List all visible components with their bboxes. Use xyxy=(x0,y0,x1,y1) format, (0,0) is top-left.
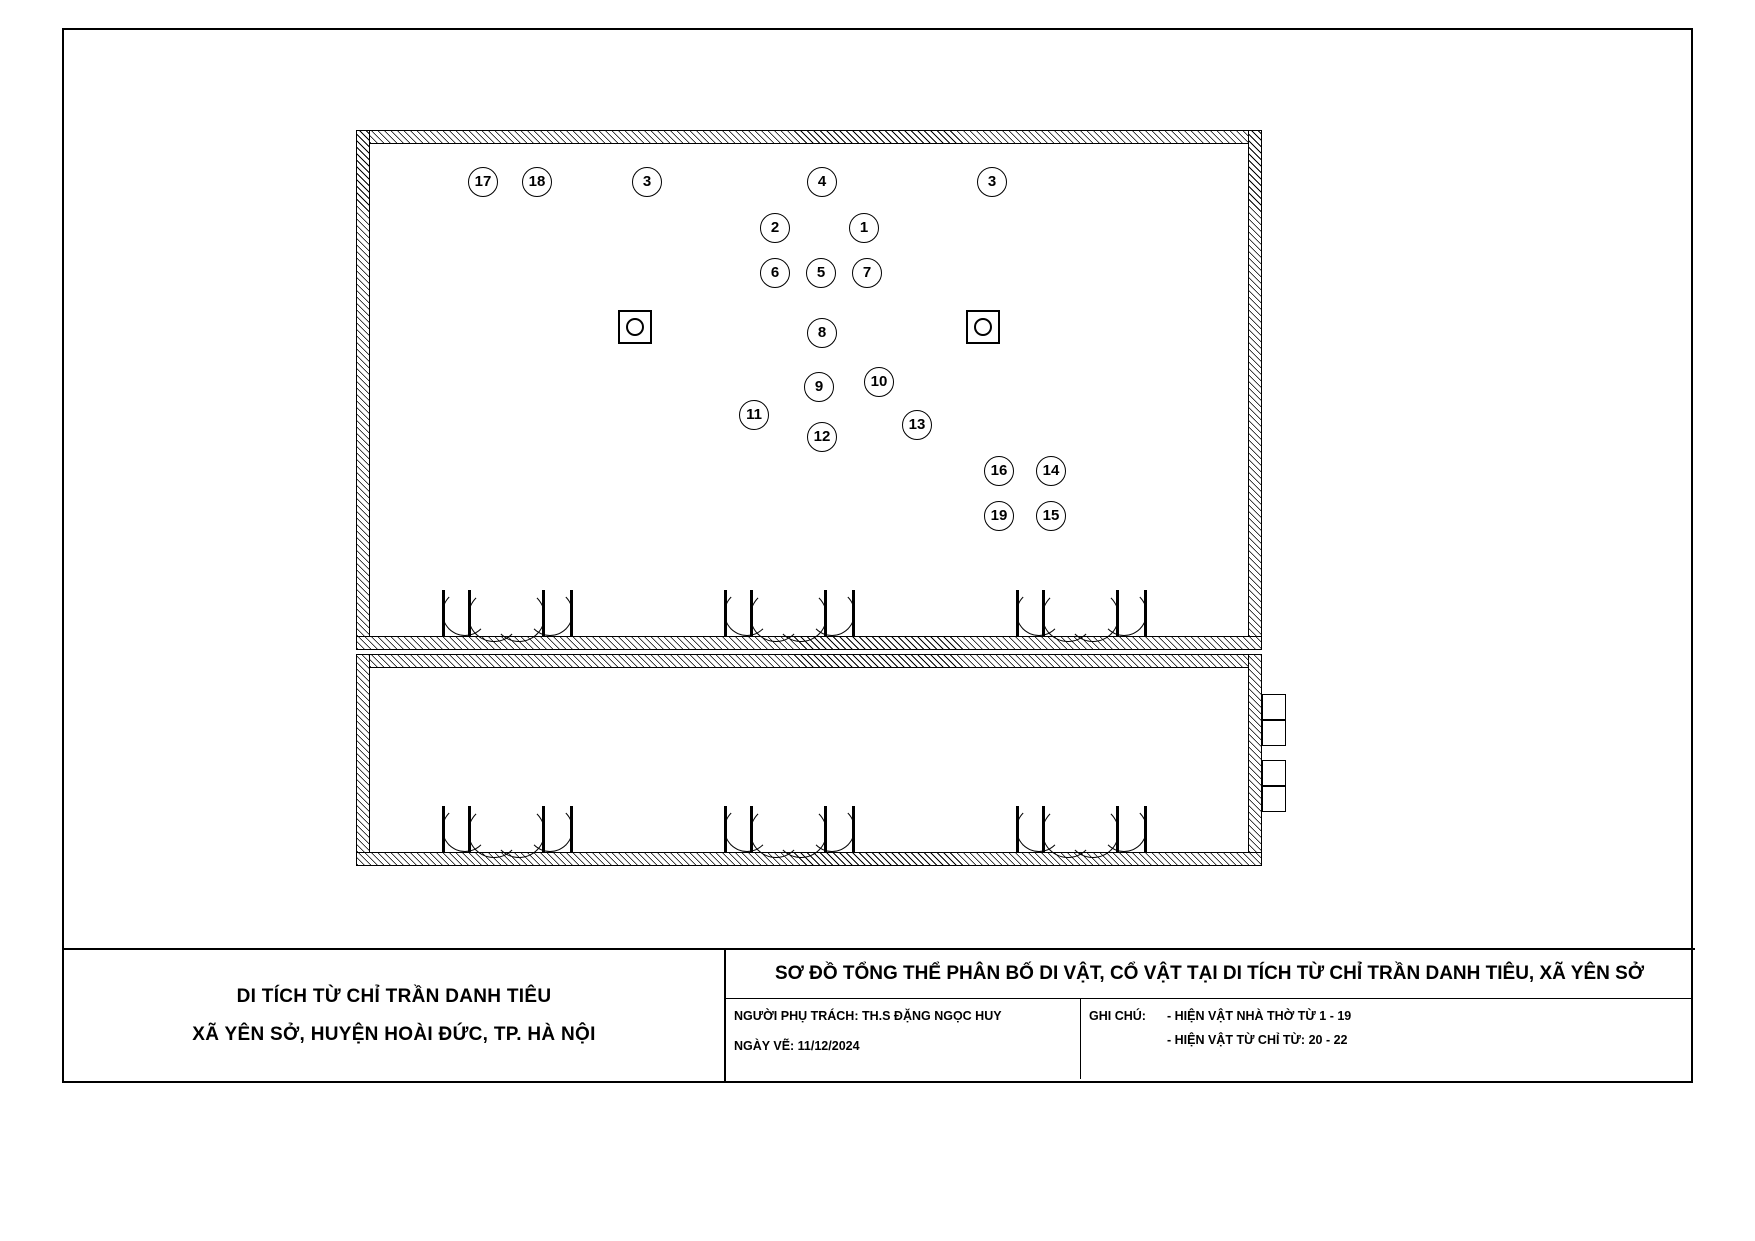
side-door-fin xyxy=(1262,786,1286,812)
artifact-marker-12[interactable]: 12 xyxy=(807,422,837,452)
title-block-responsible xyxy=(726,999,1081,1079)
artifact-marker-17[interactable]: 17 xyxy=(468,167,498,197)
artifact-marker-19[interactable]: 19 xyxy=(984,501,1014,531)
upper-hall-right-wall xyxy=(1248,130,1262,650)
door-swing-arc xyxy=(809,806,855,852)
artifact-marker-16[interactable]: 16 xyxy=(984,456,1014,486)
artifact-marker-3a[interactable]: 3 xyxy=(632,167,662,197)
side-door-fin xyxy=(1262,694,1286,720)
door-swing-arc xyxy=(1101,590,1147,636)
artifact-marker-14[interactable]: 14 xyxy=(1036,456,1066,486)
title-block-main xyxy=(726,950,1693,1081)
site-name-line-1: DI TÍCH TỪ CHỈ TRẦN DANH TIÊU xyxy=(236,985,552,1007)
artifact-marker-2[interactable]: 2 xyxy=(760,213,790,243)
lower-hall-right-wall xyxy=(1248,654,1262,866)
artifact-marker-18[interactable]: 18 xyxy=(522,167,552,197)
upper-hall-left-wall xyxy=(356,130,370,650)
site-name-line-2: XÃ YÊN SỞ, HUYỆN HOÀI ĐỨC, TP. HÀ NỘI xyxy=(192,1023,596,1045)
artifact-marker-9[interactable]: 9 xyxy=(804,372,834,402)
artifact-marker-8[interactable]: 8 xyxy=(807,318,837,348)
door-swing-arc xyxy=(1101,806,1147,852)
door-swing-arc xyxy=(809,590,855,636)
artifact-marker-5[interactable]: 5 xyxy=(806,258,836,288)
lower-hall-top-wall xyxy=(356,654,1262,668)
lower-hall-left-wall xyxy=(356,654,370,866)
side-door-fin xyxy=(1262,760,1286,786)
artifact-marker-4[interactable]: 4 xyxy=(807,167,837,197)
artifact-marker-13[interactable]: 13 xyxy=(902,410,932,440)
artifact-marker-7[interactable]: 7 xyxy=(852,258,882,288)
door-swing-arc xyxy=(527,806,573,852)
note-line-1: - HIỆN VẬT NHÀ THỜ TỪ 1 - 19 xyxy=(1167,1009,1352,1023)
column-symbol-left xyxy=(618,310,652,344)
artifact-marker-1[interactable]: 1 xyxy=(849,213,879,243)
artifact-marker-11[interactable]: 11 xyxy=(739,400,769,430)
side-door-fin xyxy=(1262,720,1286,746)
note-label: GHI CHÚ: xyxy=(1089,1009,1146,1023)
upper-hall-top-wall xyxy=(356,130,1262,144)
artifact-marker-3b[interactable]: 3 xyxy=(977,167,1007,197)
drawing-sheet xyxy=(62,28,1693,1083)
door-swing-arc xyxy=(527,590,573,636)
title-block-notes xyxy=(1081,999,1693,1079)
drawing-date: NGÀY VẼ: 11/12/2024 xyxy=(734,1039,860,1053)
responsible-person: NGƯỜI PHỤ TRÁCH: TH.S ĐẶNG NGỌC HUY xyxy=(734,1009,1002,1023)
artifact-marker-6[interactable]: 6 xyxy=(760,258,790,288)
drawing-title: SƠ ĐỒ TỔNG THỂ PHÂN BỐ DI VẬT, CỔ VẬT TẠI DI TÍCH TỪ CHỈ TRẦN DANH TIÊU, XÃ YÊN SỞ xyxy=(726,950,1693,999)
artifact-marker-15[interactable]: 15 xyxy=(1036,501,1066,531)
floor-plan xyxy=(64,30,1695,950)
artifact-marker-10[interactable]: 10 xyxy=(864,367,894,397)
title-block xyxy=(64,948,1695,1081)
note-line-2: - HIỆN VẬT TỪ CHỈ TỪ: 20 - 22 xyxy=(1167,1033,1348,1047)
column-symbol-right xyxy=(966,310,1000,344)
title-block-site xyxy=(64,950,726,1081)
